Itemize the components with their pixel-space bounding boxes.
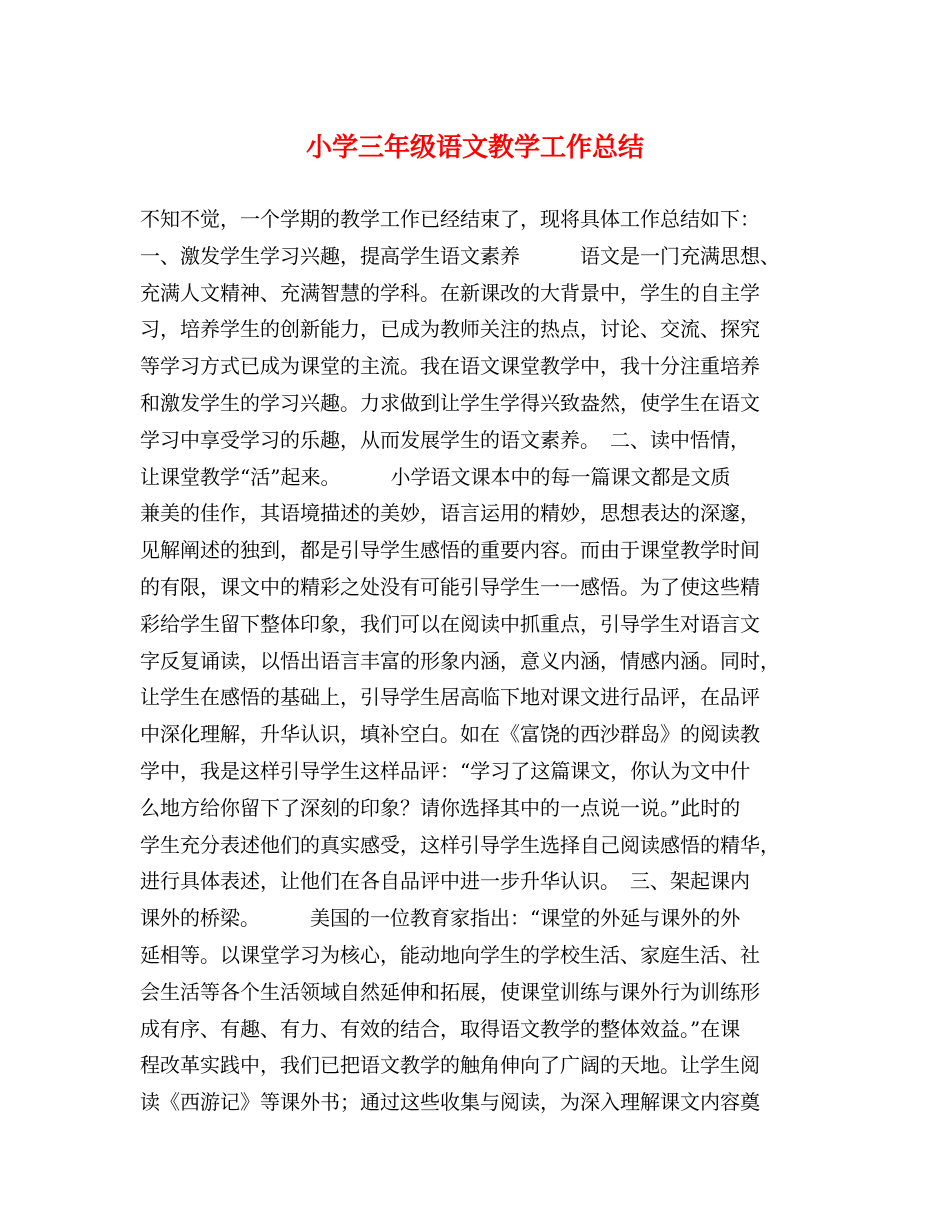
body-line: 成有序、有趣、有力、有效的结合，取得语文教学的整体效益。”在课 <box>140 1016 741 1041</box>
body-line: 学中，我是这样引导学生这样品评：“学习了这篇课文，你认为文中什 <box>140 758 751 783</box>
body-line: 学生充分表述他们的真实感受，这样引导学生选择自己阅读感悟的精华， <box>140 832 780 857</box>
body-line: 读《西游记》等课外书；通过这些收集与阅读，为深入理解课文内容奠 <box>140 1090 760 1115</box>
document-body <box>140 201 840 1121</box>
body-line: 的有限，课文中的精彩之处没有可能引导学生一一感悟。为了使这些精 <box>140 574 760 599</box>
body-line: 程改革实践中，我们已把语文教学的触角伸向了广阔的天地。让学生阅 <box>140 1053 760 1078</box>
body-line: 进行具体表述，让他们在各自品评中进一步升华认识。 三、架起课内 <box>140 869 750 894</box>
body-line: 充满人文精神、充满智慧的学科。在新课改的大背景中，学生的自主学 <box>140 280 760 305</box>
body-line: 让课堂教学“活”起来。 小学语文课本中的每一篇课文都是文质 <box>140 464 731 489</box>
body-line: 字反复诵读，以悟出语言丰富的形象内涵，意义内涵，情感内涵。同时， <box>140 648 780 673</box>
body-line: 不知不觉，一个学期的教学工作已经结束了，现将具体工作总结如下： <box>140 207 760 231</box>
body-line: 彩给学生留下整体印象，我们可以在阅读中抓重点，引导学生对语言文 <box>140 611 760 636</box>
body-line: 见解阐述的独到，都是引导学生感悟的重要内容。而由于课堂教学时间 <box>140 538 760 563</box>
body-line: 让学生在感悟的基础上，引导学生居高临下地对课文进行品评，在品评 <box>140 685 760 710</box>
document-title: 小学三年级语文教学工作总结 <box>305 133 644 163</box>
body-line: 一、激发学生学习兴趣，提高学生语文素养 语文是一门充满思想、 <box>140 243 780 268</box>
body-line: 么地方给你留下了深刻的印象？请你选择其中的一点说一说。”此时的 <box>140 795 741 820</box>
body-line: 会生活等各个生活领域自然延伸和拓展，使课堂训练与课外行为训练形 <box>140 979 760 1004</box>
body-line: 和激发学生的学习兴趣。力求做到让学生学得兴致盎然，使学生在语文 <box>140 390 760 415</box>
body-line: 等学习方式已成为课堂的主流。我在语文课堂教学中，我十分注重培养 <box>140 354 760 379</box>
body-line: 课外的桥梁。 美国的一位教育家指出：“课堂的外延与课外的外 <box>140 906 741 931</box>
body-line: 兼美的佳作，其语境描述的美妙，语言运用的精妙，思想表达的深邃， <box>140 501 760 526</box>
body-line: 延相等。以课堂学习为核心，能动地向学生的学校生活、家庭生活、社 <box>140 942 760 967</box>
body-line: 中深化理解，升华认识，填补空白。如在《富饶的西沙群岛》的阅读教 <box>140 722 760 747</box>
body-line: 学习中享受学习的乐趣，从而发展学生的语文素养。 二、读中悟情， <box>140 427 750 452</box>
body-line: 习，培养学生的创新能力，已成为教师关注的热点，讨论、交流、探究 <box>140 317 760 342</box>
